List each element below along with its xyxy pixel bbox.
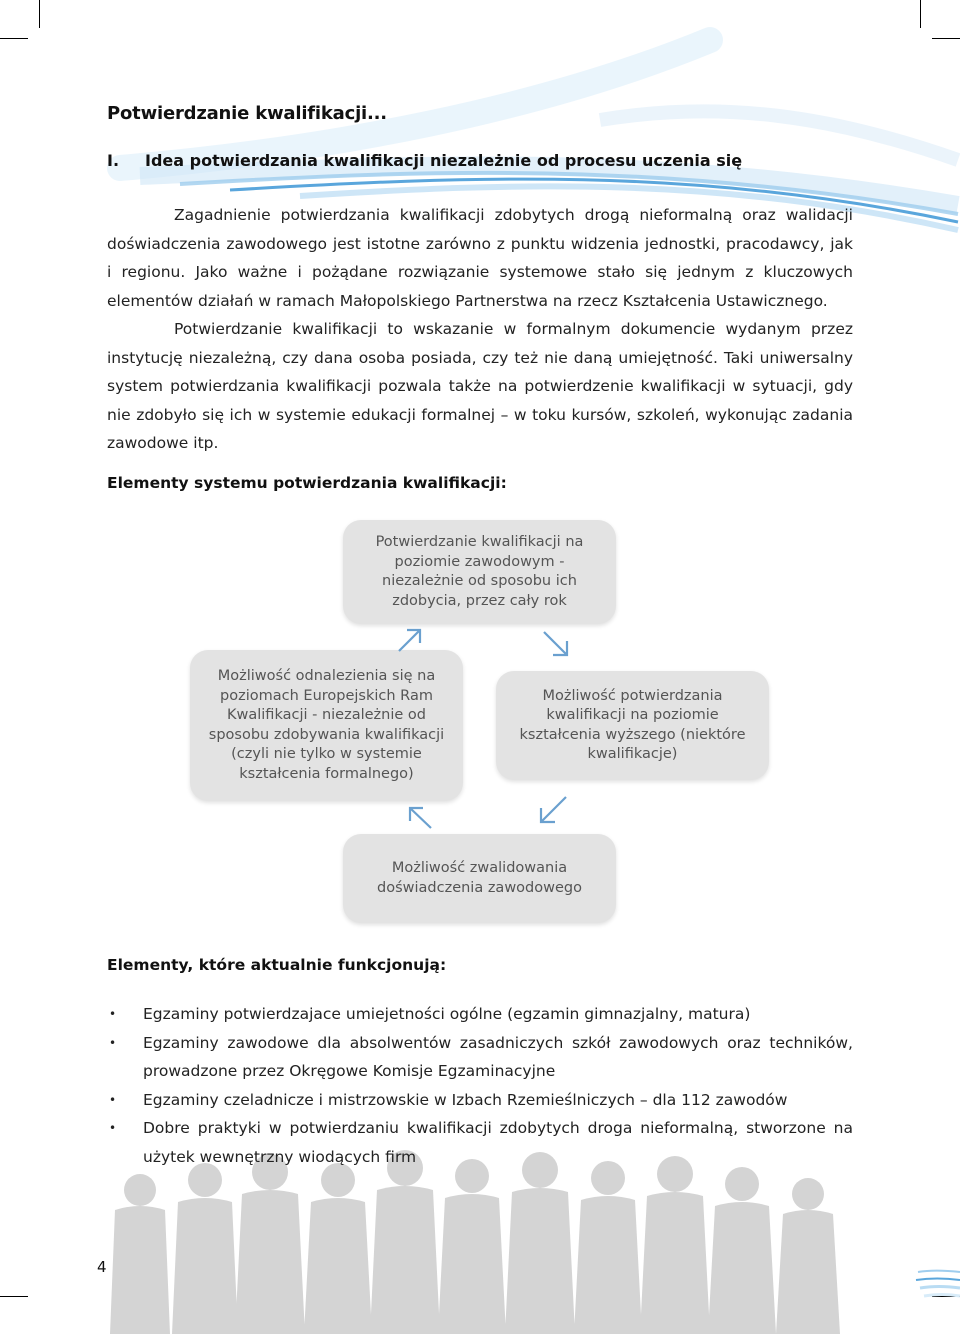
diagram-box-text: Możliwość odnalezienia się na poziomach Europejskich Ram Kwalifikacji - niezależnie od sposobu zdobywania kwalifikacji (czyli nie tylko w systemie kształcenia formalnego) xyxy=(208,668,445,782)
paragraph: Zagadnienie potwierdzania kwalifikacji zdobytych drogą nieformalną oraz walidacji doświadczenia zawodowego jest istotne zarówno z punktu widzenia jednostki, pracodawcy, jak i regionu. Jako ważne i pożądane rozwiązanie systemowe stało się jednym z kluczowych elementów działań w ramach Małopolskiego Partnerstwa na rzecz Kształcenia Ustawicznego. xyxy=(107,206,853,310)
list-item: • Egzaminy czeladnicze i mistrzowskie w Izbach Rzemieślniczych – dla 112 zawodów xyxy=(107,1086,853,1115)
diagram-box-text: Możliwość zwalidowania doświadczenia zawodowego xyxy=(377,860,582,896)
list-item: • Egzaminy potwierdzajace umiejetności ogólne (egzamin gimnazjalny, matura) xyxy=(107,1000,853,1029)
section-heading xyxy=(107,151,742,170)
diagram-box-right xyxy=(496,671,769,780)
functioning-elements-list xyxy=(107,1000,853,1171)
diagram-box-text: Możliwość potwierdzania kwalifikacji na poziomie kształcenia wyższego (niektóre kwalifikacje) xyxy=(519,687,746,762)
diagram-arrow-icon xyxy=(536,793,570,827)
diagram-box-bottom xyxy=(343,834,616,923)
body-text xyxy=(107,201,853,458)
list-item: • Dobre praktyki w potwierdzaniu kwalifikacji zdobytych droga nieformalną, stworzone na użytek wewnętrzny wiodących firm xyxy=(107,1114,853,1171)
people-silhouettes-decoration xyxy=(100,1150,860,1334)
section-number: I. xyxy=(107,151,120,170)
diagram-box-text: Potwierdzanie kwalifikacji na poziomie zawodowym - niezależnie od sposobu ich zdobycia, przez cały rok xyxy=(375,534,584,609)
list-item: • Egzaminy zawodowe dla absolwentów zasadniczych szkół zawodowych oraz techników, prowadzone przez Okręgowe Komisje Egzaminacyjne xyxy=(107,1029,853,1086)
page-title: Potwierdzanie kwalifikacji... xyxy=(107,103,387,124)
crop-mark xyxy=(0,1296,28,1297)
diagram-arrow-icon xyxy=(405,804,435,832)
footer-swoosh-decoration xyxy=(900,1260,960,1310)
diagram-arrow-icon xyxy=(540,628,572,660)
diagram-box-left xyxy=(190,650,463,801)
elements-heading: Elementy systemu potwierdzania kwalifikacji: xyxy=(107,474,507,492)
diagram-arrow-icon xyxy=(395,625,425,655)
current-elements-heading: Elementy, które aktualnie funkcjonują: xyxy=(107,956,447,974)
section-title: Idea potwierdzania kwalifikacji niezależnie od procesu uczenia się xyxy=(145,151,743,170)
page-number: 4 xyxy=(97,1258,107,1276)
diagram-box-top xyxy=(343,520,616,624)
paragraph: Potwierdzanie kwalifikacji to wskazanie w formalnym dokumencie wydanym przez instytucję niezależną, czy dana osoba posiada, czy też nie daną umiejętność. Taki uniwersalny system potwierdzania kwalifikacji pozwala także na potwierdzenie kwalifikacji w sytuacji, gdy nie zdobyło się ich w systemie edukacji formalnej – w toku kursów, szkoleń, wykonując zadania zawodowe itp. xyxy=(107,320,853,452)
